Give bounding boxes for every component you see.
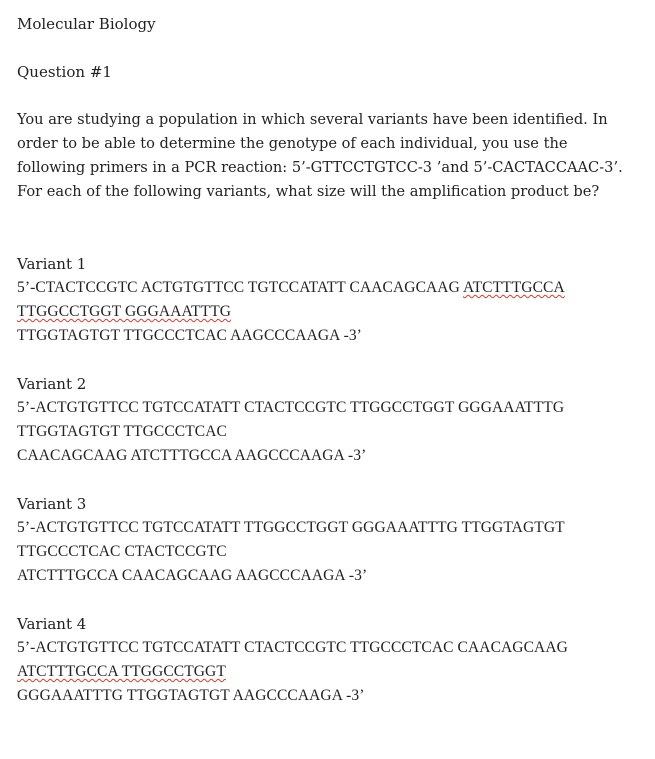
variant-title: Variant 1: [17, 255, 87, 273]
variant-list: [17, 252, 642, 708]
sequence-line-2: TTGCCCTCAC CTACTCCGTC: [17, 543, 227, 560]
question-title: Question #1: [17, 63, 112, 81]
variant-2: [17, 372, 642, 468]
variant-3: [17, 492, 642, 588]
variant-4: [17, 612, 642, 708]
sequence-line-1: 5’-ACTGTGTTCC TGTCCATATT CTACTCCGTC TTGGCCTGGT GGGAAATTTG: [17, 399, 565, 416]
sequence-line-3: GGGAAATTTG TTGGTAGTGT AAGCCCAAGA -3’: [17, 687, 365, 704]
sequence-line-3: CAACAGCAAG ATCTTTGCCA AAGCCCAAGA -3’: [17, 447, 367, 464]
sequence-line-1: 5’-ACTGTGTTCC TGTCCATATT TTGGCCTGGT GGGAAATTTG TTGGTAGTGT: [17, 519, 565, 536]
course-title: Molecular Biology: [17, 15, 156, 33]
sequence-line-3: ATCTTTGCCA CAACAGCAAG AAGCCCAAGA -3’: [17, 567, 368, 584]
variant-title: Variant 4: [17, 615, 87, 633]
question-intro: You are studying a population in which several variants have been identified. In order to be able to determine the genotype of each individual, you use the following primers in a PCR reaction: 5’-GTTCCTGTCC-3 ’and 5’-CACTACCAAC-3’. For each of the following variants, what size will the amplification product be?: [17, 111, 623, 200]
spellcheck-underlined-segment: ATCTTTGCCA TTGGCCTGGT: [17, 663, 226, 680]
sequence-line-1: 5’-ACTGTGTTCC TGTCCATATT CTACTCCGTC TTGCCCTCAC CAACAGCAAG: [17, 639, 568, 656]
sequence-line-3: TTGGTAGTGT TTGCCCTCAC AAGCCCAAGA -3’: [17, 327, 362, 344]
sequence-line-1: [17, 276, 642, 300]
variant-title: Variant 2: [17, 375, 87, 393]
spellcheck-underlined-segment: TTGGCCTGGT GGGAAATTTG: [17, 303, 232, 320]
sequence-segment: 5’-CTACTCCGTC ACTGTGTTCC TGTCCATATT CAACAGCAAG: [17, 279, 464, 296]
variant-1: [17, 252, 642, 348]
sequence-line-2: [17, 660, 642, 684]
variant-title: Variant 3: [17, 495, 87, 513]
document-page: [17, 12, 642, 708]
sequence-line-2: [17, 300, 642, 324]
sequence-line-2: TTGGTAGTGT TTGCCCTCAC: [17, 423, 227, 440]
spellcheck-underlined-segment: ATCTTTGCCA: [463, 279, 565, 296]
